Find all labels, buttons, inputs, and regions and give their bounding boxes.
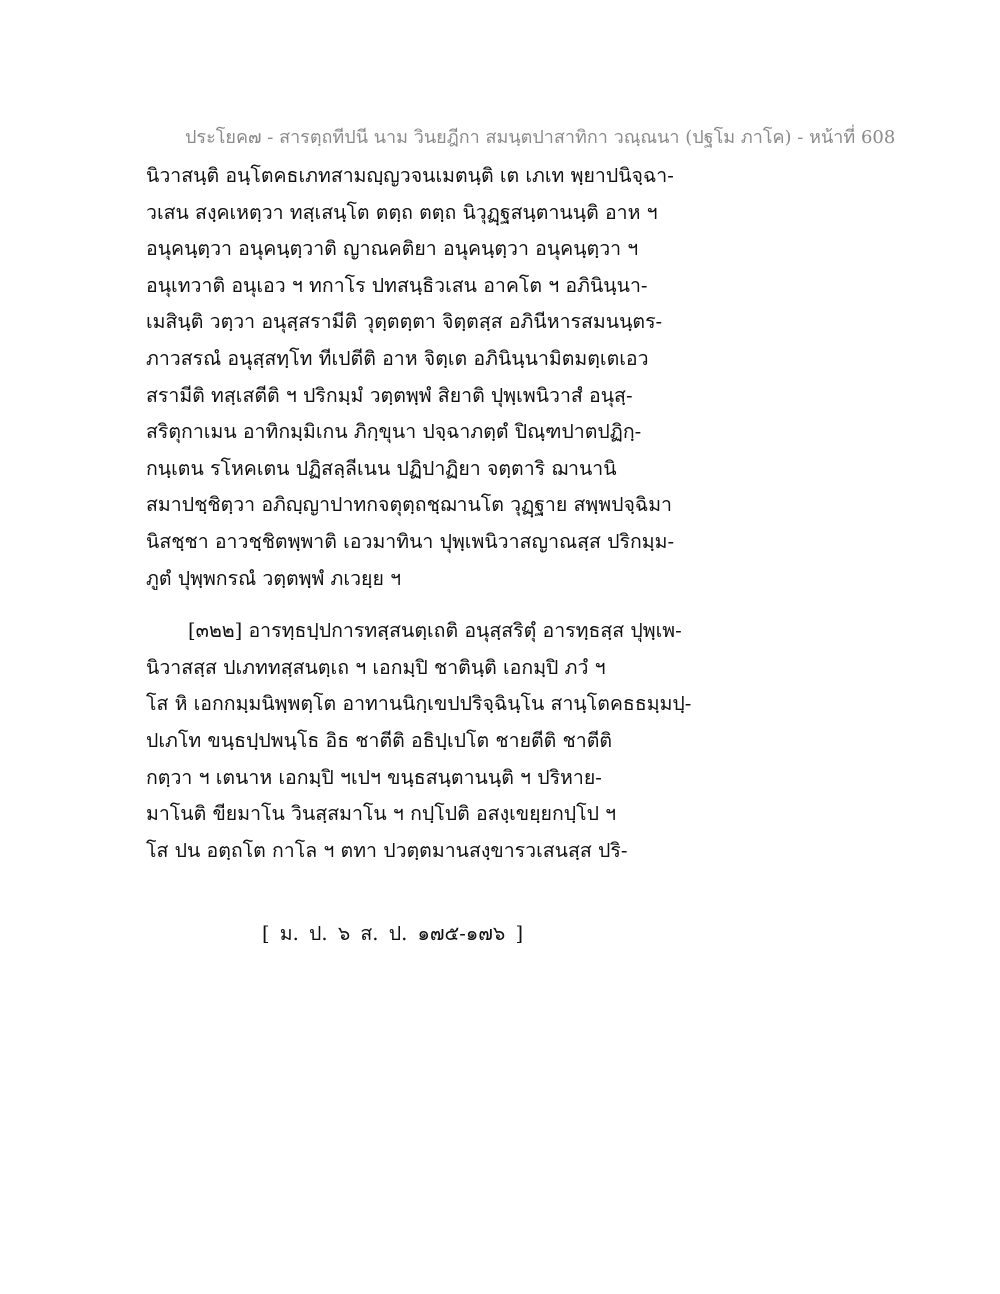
footnote-reference: [ ม. ป. ๖ ส. ป. ๑๗๕-๑๗๖ ] (262, 922, 524, 945)
text-line: [๓๒๒] อารทฺธปฺปการทสฺสนตฺเถติ อนุสฺสริตุํ อารทฺธสฺส ปุพฺเพ- (188, 619, 682, 643)
text-line: สมาปชฺชิตฺวา อภิญฺญาปาทกจตุตฺถชฺฌานโต วุฏฺฐาย สพฺพปจฺฉิมา (146, 493, 672, 517)
paragraph-spacer (146, 597, 706, 613)
text-line: เมสินฺติ วตฺวา อนุสฺสรามีติ วุตฺตตฺตา จิตฺตสฺส อภินีหารสมนนฺตร- (146, 310, 663, 334)
page-header: ประโยค๗ - สารตฺถทีปนี นาม วินยฎีกา สมนฺตปาสาทิกา วณฺณนา (ปฐโม ภาโค) - หน้าที่ 608 (185, 127, 896, 148)
paragraph-1 (146, 158, 706, 597)
text-line: ปเภโท ขนฺธปฺปพนฺโธ อิธ ชาตีติ อธิปฺเปโต ชายตีติ ชาตีติ (146, 728, 613, 752)
text-line: โส หิ เอกกมฺมนิพฺพตฺโต อาทานนิกฺเขปปริจฺฉินฺโน สานฺโตคธธมฺมปฺ- (146, 692, 692, 716)
body-text (146, 158, 706, 869)
paragraph-2 (146, 613, 706, 869)
text-line: นิสชฺชา อาวชฺชิตพฺพาติ เอวมาทินา ปุพฺเพนิวาสญาณสฺส ปริกมฺม- (146, 529, 675, 553)
text-line: อนุคนฺตฺวา อนุคนฺตฺวาติ ญาณคติยา อนุคนฺตฺวา อนุคนฺตฺวา ฯ (146, 237, 639, 261)
text-line: วเสน สงฺคเหตฺวา ทสฺเสนฺโต ตตฺถ ตตฺถ นิวุฏฺฐสนฺตานนฺติ อาห ฯ (146, 200, 658, 224)
text-line: มาโนติ ขียมาโน วินสฺสมาโน ฯ กปฺโปติ อสงฺเขยฺยกปฺโป ฯ (146, 802, 617, 826)
text-line: อนุเทวาติ อนุเอว ฯ ทกาโร ปทสนฺธิวเสน อาคโต ฯ อภินินฺนา- (146, 273, 648, 297)
text-line: กนฺเตน รโหคเตน ปฏิสลฺลีเนน ปฏิปาฏิยา จตฺตาริ ฌานานิ (146, 456, 617, 480)
text-line: นิวาสสฺส ปเภททสฺสนตฺเถ ฯ เอกมฺปิ ชาตินฺติ เอกมฺปิ ภวํ ฯ (146, 655, 606, 679)
text-line: กตฺวา ฯ เตนาห เอกมฺปิ ฯเปฯ ขนฺธสนฺตานนฺติ ฯ ปริหาย- (146, 765, 602, 789)
text-line: ภาวสรณํ อนุสฺสทฺโท ทีเปตีติ อาห จิตฺเต อภินินฺนามิตมตฺเตเอว (146, 346, 649, 370)
text-line: ภูตํ ปุพฺพกรณํ วตฺตพฺพํ ภเวยฺย ฯ (146, 566, 402, 590)
text-line: นิวาสนฺติ อนฺโตคธเภทสามญฺญวจนเมตนฺติ เต เภเท พฺยาปนิจฺฉา- (146, 164, 674, 187)
text-line: สริตุกาเมน อาทิกมฺมิเกน ภิกฺขุนา ปจฺฉาภตฺตํ ปิณฺฑปาตปฏิกฺ- (146, 420, 642, 444)
text-line: โส ปน อตฺถโต กาโล ฯ ตทา ปวตฺตมานสงฺขารวเสนสฺส ปริ- (146, 838, 628, 862)
text-line: สรามีติ ทสฺเสตีติ ฯ ปริกมฺมํ วตฺตพฺพํ สิยาติ ปุพฺเพนิวาสํ อนุสฺ- (146, 383, 633, 407)
